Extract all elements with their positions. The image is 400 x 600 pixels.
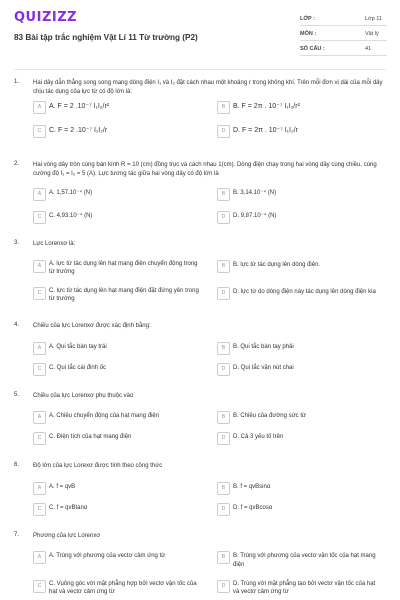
document-header [0,0,400,68]
option-letter-box: A [33,411,46,424]
meta-class-value: Lớp 11 [365,16,382,22]
header-divider [14,69,386,70]
option-letter-box: A [33,188,46,201]
option-text: A. f = qvB [49,484,76,490]
option-b[interactable] [217,188,382,202]
option-text: C. Vuông góc với mặt phẳng hợp bởi vectơ vận tốc của hạt và vectơ cảm ứng từ [49,581,197,595]
option-letter-box: D [217,287,230,300]
option-a[interactable] [33,411,198,425]
option-d[interactable] [217,432,382,446]
option-letter-box: D [217,125,230,138]
question-text: Độ lớn của lực Lorexơ được tính theo công thức [33,463,163,469]
option-letter-box: B [217,101,230,114]
option-letter-box: B [217,260,230,273]
question-text: Hai vòng dây tròn cùng bán kính R = 10 (cm) đồng trục và cách nhau 1(cm). Dòng điện chạy trong hai vòng dây cùng chiều, cùng cường độ I₁ = I₂ = 5 (A). Lực tương tác giữa hai vòng dây có độ lớn là [33,162,377,177]
option-text: C. Qui tắc cái đinh ốc [49,365,107,371]
question-text: Phương của lực Lorenxơ [33,533,101,539]
option-letter-box: D [217,580,230,593]
option-c[interactable] [33,432,198,446]
option-text: B. Trùng với phương của vectơ vận tốc của hạt mang điện [233,553,376,568]
question-number: 7. [14,532,20,538]
page-title: 83 Bài tập trắc nghiệm Vật Lí 11 Từ trường (P2) [14,33,198,42]
option-text: B. F = 2π . 10⁻⁷ I₁I₂/r² [233,103,300,110]
option-letter-box: B [217,551,230,564]
option-text: C. 4,93.10⁻⁴ (N) [49,213,93,219]
meta-subject-value: Vật lý [365,31,379,37]
option-c[interactable] [33,287,198,301]
option-letter-box: D [217,211,230,224]
option-text: D. lực từ do dòng điện này tác dụng lên dòng điện kia [233,289,376,295]
meta-subject-label: MÔN : [300,31,317,37]
meta-count-label: SỐ CÂU : [300,46,325,52]
option-c[interactable] [33,503,198,517]
question-text: Chiều của lực Lorenxơ được xác định bằng: [33,323,151,329]
option-d[interactable] [217,503,382,517]
question-number: 6. [14,462,20,468]
option-letter-box: A [33,551,46,564]
option-letter-box: A [33,482,46,495]
option-text: A. F = 2 .10⁻⁷ I₁I₂/r² [49,103,110,110]
option-text: A. lực từ tác dụng lên hạt mang điện chuyển động trong từ trường [49,261,198,275]
option-a[interactable] [33,342,198,356]
option-letter-box: C [33,287,46,300]
meta-divider [300,40,387,41]
option-a[interactable] [33,551,198,565]
option-c[interactable] [33,580,198,594]
question-text: Hai dây dẫn thẳng song song mang dòng điện I₁ và I₂ đặt cách nhau một khoảng r trong không khí. Trên mỗi đơn vị dài của mỗi dây chịu tác dụng của lực từ có độ lớn là: [33,80,383,95]
option-c[interactable] [33,211,198,225]
option-letter-box: C [33,363,46,376]
option-text: A. Qui tắc bàn tay trái [49,344,107,350]
option-text: B. Qui tắc bàn tay phải [233,344,294,350]
option-letter-box: A [33,342,46,355]
option-text: C. lực từ tác dụng lên hạt mang điện đặt đứng yên trong từ trường [49,288,199,302]
option-letter-box: D [217,363,230,376]
option-b[interactable] [217,482,382,496]
option-letter-box: A [33,260,46,273]
option-b[interactable] [217,551,382,568]
option-letter-box: B [217,188,230,201]
option-letter-box: B [217,411,230,424]
option-letter-box: B [217,342,230,355]
question-text: Chiều của lực Lorenxơ phụ thuộc vào [33,393,134,399]
question-number: 3. [14,240,20,246]
meta-count-value: 41 [365,46,372,52]
option-text: D. Cả 3 yếu tố trên [233,434,284,440]
option-text: A. 1,57.10⁻⁴ (N) [49,190,93,196]
option-d[interactable] [217,287,382,301]
option-text: B. Chiều của đường sức từ [233,413,307,419]
question-number: 4. [14,322,20,328]
question-text: Lực Lorenxơ là: [33,241,76,247]
option-text: C. F = 2 .10⁻⁷ I₁I₂/r [49,127,108,134]
option-text: D. 9,87.10⁻⁴ (N) [233,213,277,219]
option-a[interactable] [33,188,198,202]
option-text: B. lực từ tác dụng lên dòng điện. [233,262,321,268]
option-text: D. F = 2π . 10⁻⁷ I₁I₂/r [233,127,298,134]
option-letter-box: C [33,580,46,593]
option-a[interactable] [33,260,198,274]
option-text: A. Chiều chuyển động của hạt mang điện [49,413,160,419]
meta-divider [300,25,387,26]
option-text: A. Trùng với phương của vectơ cảm ứng từ [49,553,166,559]
option-text: C. f = qvBtanα [49,505,88,511]
option-d[interactable] [217,125,382,139]
option-letter-box: C [33,432,46,445]
option-text: C. Điện tích của hạt mang điện [49,434,132,440]
option-text: D. Trùng với mặt phẳng tạo bởi vectơ vận tốc của hạt và vectơ cảm ứng từ [233,581,376,595]
option-letter-box: C [33,125,46,138]
question-number: 5. [14,392,20,398]
option-c[interactable] [33,125,198,139]
option-letter-box: C [33,211,46,224]
option-letter-box: C [33,503,46,516]
option-letter-box: D [217,432,230,445]
option-d[interactable] [217,580,382,594]
option-b[interactable] [217,342,382,356]
quizizz-logo: QUIZIZZ [14,10,78,25]
option-b[interactable] [217,101,382,115]
option-text: B. 3,14.10⁻⁴ (N) [233,190,277,196]
option-b[interactable] [217,260,382,274]
option-d[interactable] [217,211,382,225]
question-number: 1. [14,79,20,85]
meta-divider [300,55,387,56]
option-a[interactable] [33,482,198,496]
option-letter-box: B [217,482,230,495]
option-text: D. Qui tắc vặn nút chai [233,365,294,371]
question-number: 2. [14,161,20,167]
option-text: D. f = qvBcosα [233,505,273,511]
option-letter-box: D [217,503,230,516]
option-letter-box: A [33,101,46,114]
meta-class-label: LỚP : [300,16,315,22]
option-b[interactable] [217,411,382,425]
option-text: B. f = qvBsinα [233,484,271,490]
option-c[interactable] [33,363,198,377]
option-a[interactable] [33,101,198,115]
option-d[interactable] [217,363,382,377]
